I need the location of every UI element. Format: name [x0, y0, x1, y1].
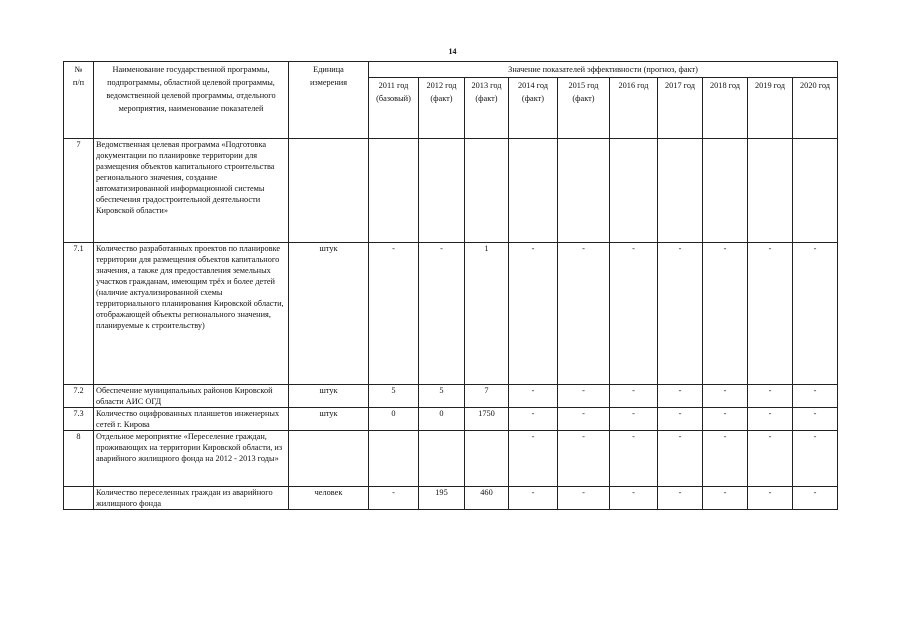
- row-value: [658, 139, 703, 243]
- row-unit: [289, 431, 369, 487]
- row-value: [465, 431, 509, 487]
- row-value: -: [793, 243, 838, 385]
- row-value: -: [793, 487, 838, 510]
- row-num: 7.2: [64, 385, 94, 408]
- row-value: [558, 139, 610, 243]
- row-value: -: [610, 431, 658, 487]
- row-value: 1: [465, 243, 509, 385]
- header-unit: Единица измерения: [289, 62, 369, 139]
- row-unit: человек: [289, 487, 369, 510]
- row-value: -: [658, 243, 703, 385]
- row-unit: штук: [289, 408, 369, 431]
- row-value: [465, 139, 509, 243]
- table-row: [64, 431, 838, 487]
- row-value: [419, 139, 465, 243]
- row-value: -: [509, 408, 558, 431]
- row-value: -: [793, 385, 838, 408]
- row-unit: штук: [289, 243, 369, 385]
- header-year: 2019 год: [748, 78, 793, 139]
- row-value: 0: [419, 408, 465, 431]
- header-year: 2020 год: [793, 78, 838, 139]
- row-num: 7.1: [64, 243, 94, 385]
- row-value: 195: [419, 487, 465, 510]
- header-num: № п/п: [64, 62, 94, 139]
- row-value: -: [419, 243, 465, 385]
- header-year: 2018 год: [703, 78, 748, 139]
- row-value: -: [793, 431, 838, 487]
- row-value: -: [558, 243, 610, 385]
- row-value: -: [748, 431, 793, 487]
- header-year: 2012 год (факт): [419, 78, 465, 139]
- row-value: -: [369, 243, 419, 385]
- row-name: Отдельное мероприятие «Переселение граждан, проживающих на территории Кировской области, из аварийного жилищного фонда на 2012 - 2013 годы»: [94, 431, 289, 487]
- header-name: Наименование государственной программы, подпрограммы, областной целевой программы, ведомственной целевой программы, отдельного мероприятия, наименование показателей: [94, 62, 289, 139]
- table-row: [64, 487, 838, 510]
- header-values-group: Значение показателей эффективности (прогноз, факт): [369, 62, 838, 78]
- row-value: -: [658, 385, 703, 408]
- row-value: -: [509, 431, 558, 487]
- row-value: [610, 139, 658, 243]
- row-value: -: [658, 487, 703, 510]
- row-value: -: [748, 385, 793, 408]
- row-value: 0: [369, 408, 419, 431]
- table-row: [64, 243, 838, 385]
- row-unit: штук: [289, 385, 369, 408]
- row-value: [369, 431, 419, 487]
- row-value: -: [748, 408, 793, 431]
- row-value: [369, 139, 419, 243]
- row-value: 460: [465, 487, 509, 510]
- row-value: -: [748, 243, 793, 385]
- row-value: -: [610, 243, 658, 385]
- row-num: 7.3: [64, 408, 94, 431]
- row-value: -: [748, 487, 793, 510]
- row-value: [509, 139, 558, 243]
- row-value: -: [558, 408, 610, 431]
- table-row: [64, 385, 838, 408]
- row-value: -: [703, 431, 748, 487]
- row-num: [64, 487, 94, 510]
- row-num: 7: [64, 139, 94, 243]
- row-unit: [289, 139, 369, 243]
- header-year: 2016 год: [610, 78, 658, 139]
- row-value: 5: [419, 385, 465, 408]
- row-value: -: [558, 487, 610, 510]
- row-value: -: [509, 243, 558, 385]
- row-value: -: [558, 385, 610, 408]
- row-value: 5: [369, 385, 419, 408]
- row-name: Количество разработанных проектов по планировке территории для размещения объектов капитального значения, а также для предоставления земельных участков гражданам, имеющим трёх и более детей (наличие актуализированной схемы территориального планирования Кировской области, отображающей объекты регионального значения, планируемые к строительству): [94, 243, 289, 385]
- header-row: [64, 62, 838, 78]
- row-value: -: [558, 431, 610, 487]
- row-value: -: [703, 243, 748, 385]
- header-year: 2013 год (факт): [465, 78, 509, 139]
- row-name: Обеспечение муниципальных районов Кировской области АИС ОГД: [94, 385, 289, 408]
- row-value: -: [703, 408, 748, 431]
- row-name: Количество оцифрованных планшетов инженерных сетей г. Кирова: [94, 408, 289, 431]
- row-name: Количество переселенных граждан из аварийного жилищного фонда: [94, 487, 289, 510]
- row-value: -: [610, 408, 658, 431]
- table-row: [64, 139, 838, 243]
- row-value: -: [793, 408, 838, 431]
- row-value: 1750: [465, 408, 509, 431]
- row-value: -: [369, 487, 419, 510]
- table-row: [64, 408, 838, 431]
- row-value: -: [509, 385, 558, 408]
- header-year: 2015 год (факт): [558, 78, 610, 139]
- row-value: [793, 139, 838, 243]
- row-value: [703, 139, 748, 243]
- row-num: 8: [64, 431, 94, 487]
- row-value: -: [658, 431, 703, 487]
- row-name: Ведомственная целевая программа «Подготовка документации по планировке территории для размещения объектов капитального строительства регионального значения, создание автоматизированной информационной системы обеспечения градостроительной деятельности Кировской области»: [94, 139, 289, 243]
- row-value: [748, 139, 793, 243]
- row-value: [419, 431, 465, 487]
- header-year: 2014 год (факт): [509, 78, 558, 139]
- row-value: 7: [465, 385, 509, 408]
- header-year: 2017 год: [658, 78, 703, 139]
- row-value: -: [658, 408, 703, 431]
- header-year: 2011 год (базовый): [369, 78, 419, 139]
- row-value: -: [610, 487, 658, 510]
- row-value: -: [509, 487, 558, 510]
- row-value: -: [610, 385, 658, 408]
- row-value: -: [703, 487, 748, 510]
- row-value: -: [703, 385, 748, 408]
- indicators-table: [63, 61, 838, 510]
- page-number: 14: [448, 47, 457, 56]
